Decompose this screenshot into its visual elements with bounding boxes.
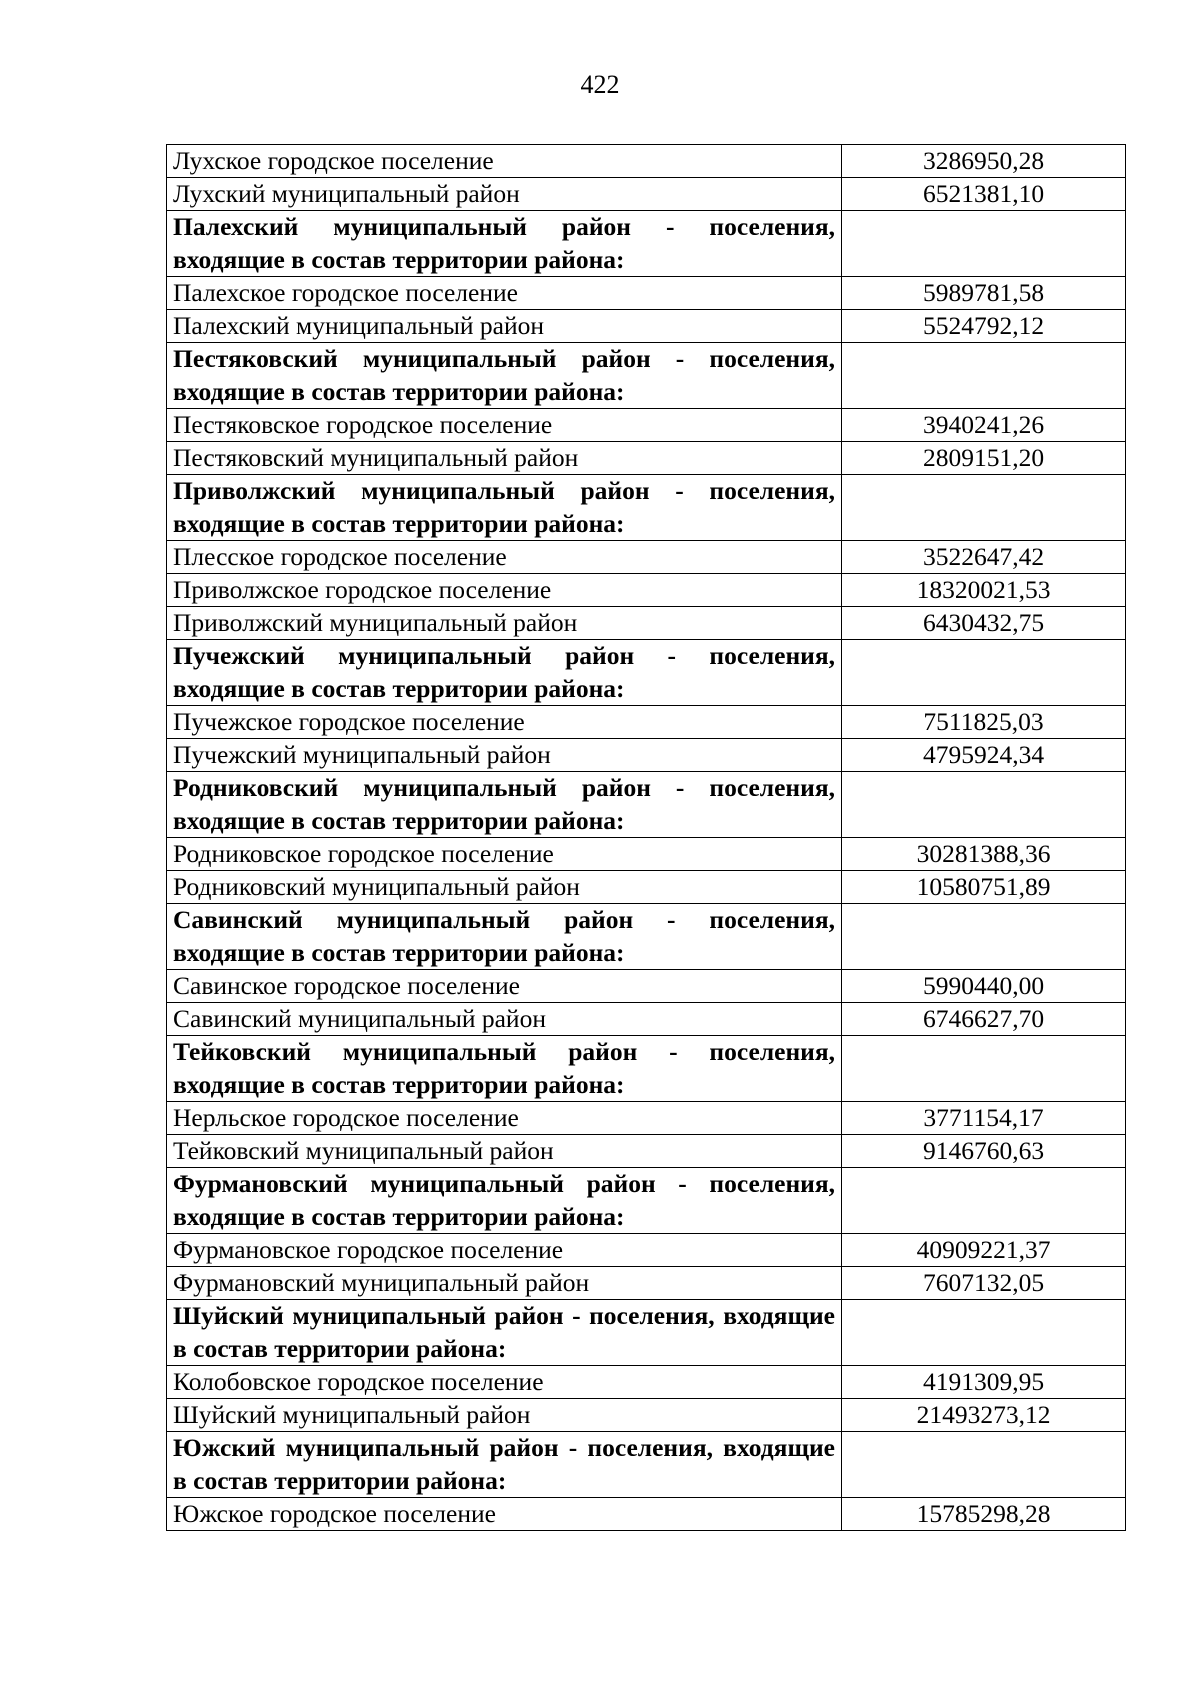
amount-value: 5989781,58 — [842, 277, 1126, 310]
amount-value: 7607132,05 — [842, 1267, 1126, 1300]
amount-value: 6521381,10 — [842, 178, 1126, 211]
table-row — [167, 145, 1126, 178]
district-header-row — [167, 1168, 1126, 1234]
municipality-name: Фурмановское городское поселение — [167, 1234, 842, 1267]
district-header-empty-cell — [842, 343, 1126, 409]
municipality-name: Савинский муниципальный район — [167, 1003, 842, 1036]
amount-value: 5524792,12 — [842, 310, 1126, 343]
table-row — [167, 871, 1126, 904]
table-row — [167, 277, 1126, 310]
district-header-row — [167, 640, 1126, 706]
table-body — [167, 145, 1126, 1531]
table-row — [167, 1267, 1126, 1300]
table-row — [167, 970, 1126, 1003]
table-row — [167, 1498, 1126, 1531]
municipality-name: Родниковское городское поселение — [167, 838, 842, 871]
table-row — [167, 1135, 1126, 1168]
amount-value: 3286950,28 — [842, 145, 1126, 178]
district-header-row — [167, 904, 1126, 970]
amount-value: 40909221,37 — [842, 1234, 1126, 1267]
table-row — [167, 541, 1126, 574]
district-header-row — [167, 211, 1126, 277]
municipality-name: Палехский муниципальный район — [167, 310, 842, 343]
district-header-empty-cell — [842, 772, 1126, 838]
district-header-row — [167, 1300, 1126, 1366]
amount-value: 6430432,75 — [842, 607, 1126, 640]
district-header-row — [167, 1036, 1126, 1102]
table-row — [167, 1366, 1126, 1399]
amount-value: 4191309,95 — [842, 1366, 1126, 1399]
district-header-label: Пестяковский муниципальный район - поселения, входящие в состав территории района: — [167, 343, 842, 409]
district-header-label: Приволжский муниципальный район - поселения, входящие в состав территории района: — [167, 475, 842, 541]
table-row — [167, 1399, 1126, 1432]
district-header-empty-cell — [842, 904, 1126, 970]
district-header-empty-cell — [842, 1300, 1126, 1366]
district-header-label: Палехский муниципальный район - поселения, входящие в состав территории района: — [167, 211, 842, 277]
municipality-name: Палехское городское поселение — [167, 277, 842, 310]
municipality-name: Южское городское поселение — [167, 1498, 842, 1531]
budget-table — [166, 144, 1126, 1531]
district-header-row — [167, 772, 1126, 838]
municipality-name: Нерльское городское поселение — [167, 1102, 842, 1135]
table-row — [167, 409, 1126, 442]
amount-value: 30281388,36 — [842, 838, 1126, 871]
table-row — [167, 838, 1126, 871]
district-header-row — [167, 343, 1126, 409]
municipality-name: Родниковский муниципальный район — [167, 871, 842, 904]
table-row — [167, 1102, 1126, 1135]
district-header-empty-cell — [842, 1432, 1126, 1498]
municipality-name: Плесское городское поселение — [167, 541, 842, 574]
amount-value: 3522647,42 — [842, 541, 1126, 574]
amount-value: 10580751,89 — [842, 871, 1126, 904]
amount-value: 18320021,53 — [842, 574, 1126, 607]
district-header-label: Родниковский муниципальный район - поселения, входящие в состав территории района: — [167, 772, 842, 838]
municipality-name: Пестяковский муниципальный район — [167, 442, 842, 475]
amount-value: 3771154,17 — [842, 1102, 1126, 1135]
table-row — [167, 739, 1126, 772]
municipality-name: Пучежское городское поселение — [167, 706, 842, 739]
table-row — [167, 574, 1126, 607]
municipality-name: Пучежский муниципальный район — [167, 739, 842, 772]
municipality-name: Тейковский муниципальный район — [167, 1135, 842, 1168]
amount-value: 7511825,03 — [842, 706, 1126, 739]
district-header-label: Тейковский муниципальный район - поселения, входящие в состав территории района: — [167, 1036, 842, 1102]
table-row — [167, 178, 1126, 211]
amount-value: 6746627,70 — [842, 1003, 1126, 1036]
municipality-name: Приволжское городское поселение — [167, 574, 842, 607]
district-header-label: Шуйский муниципальный район - поселения, входящие в состав территории района: — [167, 1300, 842, 1366]
municipality-name: Савинское городское поселение — [167, 970, 842, 1003]
amount-value: 5990440,00 — [842, 970, 1126, 1003]
district-header-label: Пучежский муниципальный район - поселения, входящие в состав территории района: — [167, 640, 842, 706]
municipality-name: Приволжский муниципальный район — [167, 607, 842, 640]
district-header-label: Южский муниципальный район - поселения, входящие в состав территории района: — [167, 1432, 842, 1498]
district-header-empty-cell — [842, 211, 1126, 277]
district-header-row — [167, 475, 1126, 541]
table-row — [167, 1234, 1126, 1267]
amount-value: 2809151,20 — [842, 442, 1126, 475]
district-header-empty-cell — [842, 1036, 1126, 1102]
amount-value: 15785298,28 — [842, 1498, 1126, 1531]
district-header-empty-cell — [842, 1168, 1126, 1234]
table-row — [167, 310, 1126, 343]
municipality-name: Шуйский муниципальный район — [167, 1399, 842, 1432]
page-number: 422 — [580, 70, 620, 99]
municipality-name: Лухское городское поселение — [167, 145, 842, 178]
amount-value: 9146760,63 — [842, 1135, 1126, 1168]
amount-value: 4795924,34 — [842, 739, 1126, 772]
district-header-row — [167, 1432, 1126, 1498]
district-header-empty-cell — [842, 475, 1126, 541]
table-row — [167, 706, 1126, 739]
district-header-label: Савинский муниципальный район - поселения, входящие в состав территории района: — [167, 904, 842, 970]
table-row — [167, 1003, 1126, 1036]
district-header-empty-cell — [842, 640, 1126, 706]
municipality-name: Колобовское городское поселение — [167, 1366, 842, 1399]
table-row — [167, 442, 1126, 475]
district-header-label: Фурмановский муниципальный район - поселения, входящие в состав территории района: — [167, 1168, 842, 1234]
municipality-name: Пестяковское городское поселение — [167, 409, 842, 442]
municipality-name: Фурмановский муниципальный район — [167, 1267, 842, 1300]
amount-value: 21493273,12 — [842, 1399, 1126, 1432]
amount-value: 3940241,26 — [842, 409, 1126, 442]
table-row — [167, 607, 1126, 640]
municipality-name: Лухский муниципальный район — [167, 178, 842, 211]
